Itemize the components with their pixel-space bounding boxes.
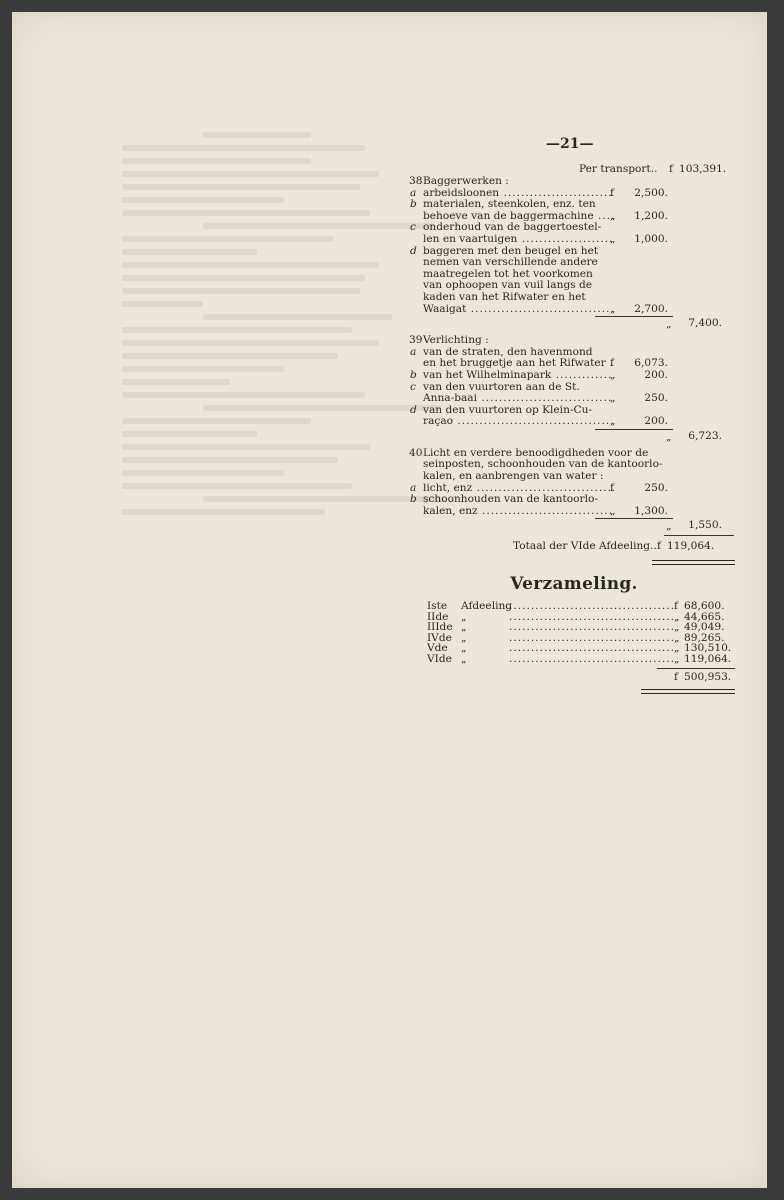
item-total-row: [409, 428, 739, 444]
amount-marker: „: [610, 392, 616, 405]
subitem-amount: 250.: [644, 481, 668, 494]
section-total-label: Totaal der VIde Afdeeling..: [513, 540, 657, 553]
subitem-text: baggeren met den beugel en het: [423, 245, 599, 257]
summary-word: „: [461, 631, 467, 644]
amount-marker: „: [610, 368, 616, 381]
total-marker: „: [666, 520, 672, 533]
subitem-text: raçao .....: [423, 416, 614, 428]
subitem-text: maatregelen tot het voorkomen: [423, 268, 593, 280]
summary-row: [409, 643, 739, 654]
subitem-line: [409, 188, 739, 200]
subitem-letter: b: [410, 493, 417, 506]
subitem-text: onderhoud van de baggertoestel-: [423, 222, 602, 234]
transport-label: Per transport..: [579, 163, 658, 175]
item-title: Baggerwerken :: [423, 176, 509, 187]
summary-section-name: Iste: [427, 600, 448, 613]
total-marker: „: [666, 318, 672, 331]
summary-amount: 49,049.: [684, 621, 725, 634]
total-rule: [664, 535, 734, 536]
item-title-row: [409, 176, 739, 188]
subitem-line: [409, 416, 739, 428]
summary-amount: 119,064.: [684, 652, 732, 665]
subitem-line: [409, 382, 739, 394]
subitem-text: van ophoopen van vuil langs de: [423, 280, 593, 292]
subitem-letter: a: [410, 186, 417, 199]
item-title-line: seinposten, schoonhouden van de kantoorlo-: [423, 459, 663, 471]
subitem-letter: b: [410, 368, 417, 381]
item-title-line: kalen, en aanbrengen van water :: [423, 471, 604, 483]
summary-marker: „: [674, 642, 680, 655]
summary-row: [409, 654, 739, 665]
summary-section-name: VIde: [427, 652, 452, 665]
subitem-line: [409, 257, 739, 269]
summary-word: „: [461, 652, 467, 665]
summary-marker: „: [674, 621, 680, 634]
subitem-text: arbeidsloonen .....: [423, 188, 614, 200]
bleed-through-text: [122, 132, 392, 1092]
subitem-letter: a: [410, 481, 417, 494]
subitem-amount: 1,000.: [634, 232, 668, 245]
summary-amount: 89,265.: [684, 631, 725, 644]
subitem-letter: c: [410, 380, 416, 393]
subitem-line: [409, 494, 739, 506]
subitem-letter: c: [410, 221, 416, 234]
grand-total-amount: 500,953.: [684, 671, 732, 684]
subitem-amount: 2,700.: [634, 302, 668, 315]
summary-section-name: IIIde: [427, 621, 453, 634]
subitem-line: [409, 234, 739, 246]
amount-marker: f: [610, 186, 614, 199]
subitem-line: [409, 506, 739, 518]
document-page: [12, 12, 767, 1188]
item-title: Verlichting :: [423, 335, 489, 347]
subitem-text: behoeve van de baggermachine .....: [423, 211, 614, 223]
item-title-row: [409, 459, 739, 471]
subitem-text: en het bruggetje aan het Rifwater .....: [423, 358, 614, 370]
total-marker: „: [666, 430, 672, 443]
summary-heading: Verzameling.: [510, 574, 638, 595]
budget-content: [409, 162, 739, 694]
grand-total-currency: f: [674, 671, 678, 684]
subitem-text: kalen, enz .....: [423, 506, 614, 518]
amount-marker: „: [610, 302, 616, 315]
subitem-text: van de straten, den havenmond: [423, 346, 593, 358]
item-total-row: [409, 315, 739, 331]
subitem-line: [409, 347, 739, 359]
transport-currency: f: [669, 163, 673, 175]
section-total-row: [409, 537, 739, 557]
summary-marker: „: [674, 631, 680, 644]
subitem-amount: 2,500.: [634, 186, 668, 199]
summary-marker: „: [674, 652, 680, 665]
item-total: 1,550.: [688, 519, 722, 532]
subitem-line: [409, 358, 739, 370]
subitem-text: van den vuurtoren op Klein-Cu-: [423, 404, 592, 416]
subitem-text: Anna-baai .....: [423, 393, 614, 405]
item-title-line: Licht en verdere benoodigdheden voor de: [423, 447, 649, 459]
subitem-line: [409, 483, 739, 495]
subitem-text: licht, enz .....: [423, 483, 614, 495]
item-total: 7,400.: [688, 317, 722, 330]
subitem-text: materialen, steenkolen, enz. ten: [423, 199, 596, 211]
amount-marker: f: [610, 357, 614, 370]
subitem-amount: 200.: [644, 415, 668, 428]
subitem-amount: 1,200.: [634, 209, 668, 222]
grand-total-double-rule-row: [409, 684, 739, 694]
subitem-text: kaden van het Rifwater en het: [423, 291, 586, 303]
subitem-line: [409, 199, 739, 211]
item-total: 6,723.: [688, 429, 722, 442]
summary-word: Afdeeling: [461, 600, 513, 613]
summary-word: „: [461, 610, 467, 623]
summary-amount: 68,600.: [684, 600, 725, 613]
item-title-row: [409, 335, 739, 347]
subitem-text: nemen van verschillende andere: [423, 257, 598, 269]
subitem-text: schoonhouden van de kantoorlo-: [423, 494, 598, 506]
subitem-text: Waaigat .....: [423, 304, 614, 316]
subitem-line: [409, 280, 739, 292]
summary-rule: [657, 668, 735, 669]
subitem-line: [409, 304, 739, 316]
subtotal-rule: [595, 518, 673, 519]
item-total-row: [409, 517, 739, 533]
summary-row: [409, 601, 739, 612]
summary-amount: 130,510.: [684, 642, 732, 655]
amount-marker: „: [610, 504, 616, 517]
subitem-line: [409, 211, 739, 223]
summary-table: [409, 601, 739, 664]
section-total-amount: 119,064.: [667, 540, 715, 553]
section-total-double-rule-row: [409, 557, 739, 565]
subitem-amount: 250.: [644, 392, 668, 405]
summary-amount: 44,665.: [684, 610, 725, 623]
subitem-amount: 200.: [644, 368, 668, 381]
subitem-line: [409, 292, 739, 304]
summary-marker: f: [674, 600, 678, 613]
amount-marker: f: [610, 481, 614, 494]
item-number: 40: [409, 446, 423, 459]
subitem-letter: d: [410, 244, 417, 257]
subitem-text: len en vaartuigen .....: [423, 234, 614, 246]
subitem-line: [409, 370, 739, 382]
item-number: 38: [409, 175, 423, 187]
summary-row: [409, 622, 739, 633]
summary-word: „: [461, 642, 467, 655]
summary-word: „: [461, 621, 467, 634]
item-title-row: [409, 448, 739, 460]
items-list: [409, 176, 739, 537]
subitem-line: [409, 269, 739, 281]
subitem-text: van den vuurtoren aan de St.: [423, 381, 580, 393]
summary-section-name: IIde: [427, 610, 449, 623]
transport-row: [409, 162, 739, 176]
grand-total-row: [409, 672, 739, 684]
summary-section-name: IVde: [427, 631, 452, 644]
subitem-amount: 1,300.: [634, 504, 668, 517]
page-number: —21—: [546, 136, 594, 152]
subitem-line: [409, 393, 739, 405]
item-title-row: [409, 471, 739, 483]
subitem-line: [409, 222, 739, 234]
summary-marker: „: [674, 610, 680, 623]
double-rule: [641, 689, 735, 694]
subitem-letter: a: [410, 345, 417, 358]
section-total-currency: f: [657, 540, 661, 553]
subitem-line: [409, 246, 739, 258]
amount-marker: „: [610, 415, 616, 428]
double-rule: [652, 560, 735, 565]
summary-section-name: Vde: [427, 642, 448, 655]
transport-amount: 103,391.: [679, 163, 727, 175]
subitem-text: van het Wilhelminapark .....: [423, 370, 614, 382]
subitem-letter: b: [410, 198, 417, 211]
item-number: 39: [409, 334, 423, 347]
subtotal-rule: [595, 429, 673, 430]
subitem-letter: d: [410, 403, 417, 416]
amount-marker: „: [610, 209, 616, 222]
subitem-line: [409, 405, 739, 417]
subitem-amount: 6,073.: [634, 357, 668, 370]
subtotal-rule: [595, 316, 673, 317]
amount-marker: „: [610, 232, 616, 245]
